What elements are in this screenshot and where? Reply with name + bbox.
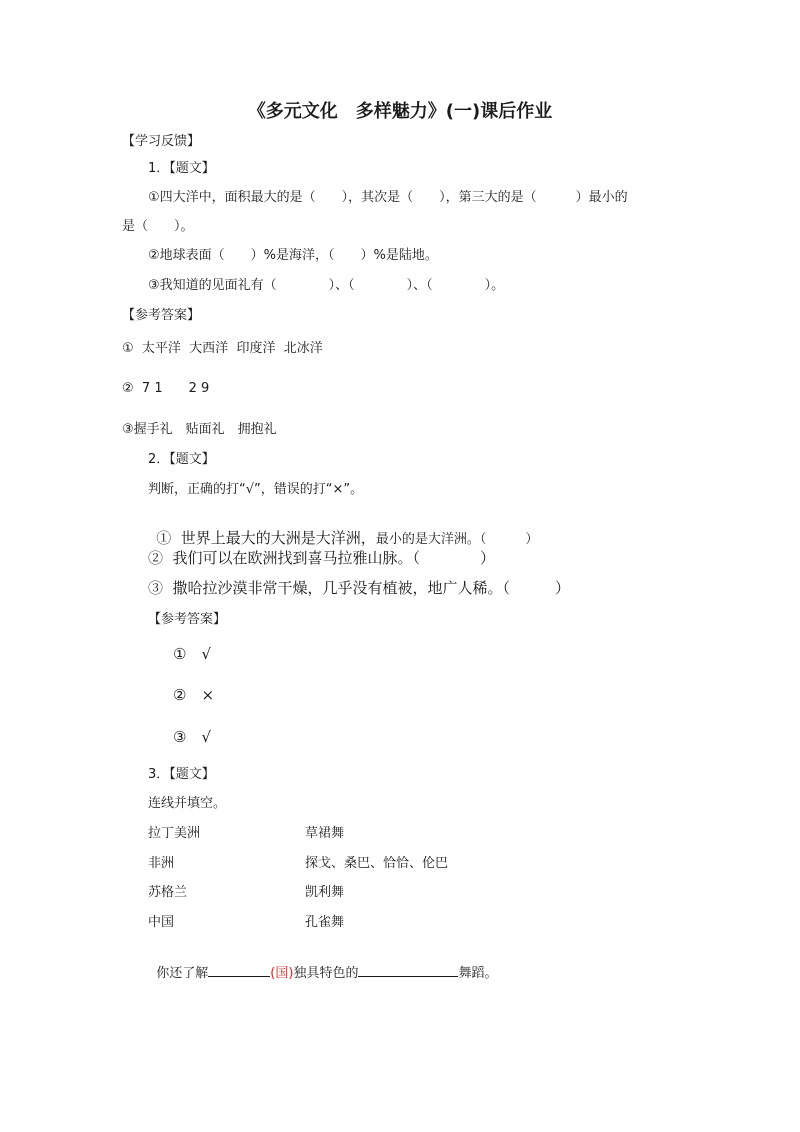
page-title: 《多元文化 多样魅力》(一)课后作业: [247, 101, 553, 122]
q3-left-item-1: 非洲: [148, 856, 175, 871]
q3-right-item-0: 草裙舞: [305, 826, 345, 841]
q2-answer-heading: 【参考答案】: [148, 612, 227, 627]
q3-fill-hint: (国): [270, 966, 294, 981]
q2-answer-3: ③ √: [173, 728, 212, 746]
q1-line-3: ②地球表面（ ）%是海洋，（ ）%是陆地。: [148, 248, 438, 263]
q3-instruction: 连线并填空。: [148, 796, 227, 811]
q1-line-4: ③我知道的见面礼有（ ）、（ ）、（ ）。: [148, 278, 505, 293]
q3-left-item-3: 中国: [148, 915, 175, 930]
q2-answer-1: ① √: [173, 645, 212, 663]
q3-blank-1: [208, 962, 270, 977]
q1-answer-1: ① 太平洋 大西洋 印度洋 北冰洋: [122, 341, 323, 356]
section-feedback-heading: 【学习反馈】: [122, 134, 201, 149]
q1-line-2: 是（ ）。: [122, 219, 194, 234]
q2-statement-1-tail: 最小的是大洋洲。（ ）: [375, 532, 539, 547]
q2-statement-3: ③ 撒哈拉沙漠非常干燥，几乎没有植被，地广人稀。（ ）: [148, 579, 571, 597]
q3-right-item-2: 凯利舞: [305, 885, 345, 900]
q3-fill-prefix: 你还了解: [156, 966, 209, 981]
q1-header: 1．【题文】: [148, 161, 215, 176]
q3-fill-line: [148, 944, 497, 983]
q3-fill-middle: 独具特色的: [293, 966, 359, 981]
q2-answer-2: ② ×: [173, 686, 215, 704]
q2-statement-1-main: ① 世界上最大的大洲是大洋洲，: [156, 529, 376, 547]
q3-left-item-0: 拉丁美洲: [148, 826, 201, 841]
q3-blank-2: [358, 962, 458, 977]
q3-right-item-1: 探戈、桑巴、恰恰、伦巴: [305, 856, 449, 871]
q2-statement-2: ② 我们可以在欧洲找到喜马拉雅山脉。（ ）: [148, 549, 496, 567]
q1-answer-3: ③握手礼 贴面礼 拥抱礼: [122, 422, 277, 437]
q1-answer-heading: 【参考答案】: [122, 308, 201, 323]
q2-header: 2．【题文】: [148, 452, 215, 467]
q2-instruction: 判断，正确的打“√”，错误的打“×”。: [148, 482, 364, 497]
q3-right-item-3: 孔雀舞: [305, 915, 345, 930]
q1-answer-2: ② 7 1 2 9: [122, 381, 210, 396]
q3-fill-suffix: 舞蹈。: [458, 966, 498, 981]
q1-line-1: ①四大洋中，面积最大的是（ ），其次是（ ），第三大的是（ ）最小的: [148, 190, 628, 205]
q3-header: 3．【题文】: [148, 767, 215, 782]
q3-left-item-2: 苏格兰: [148, 885, 188, 900]
q2-statement-1: [148, 510, 538, 549]
